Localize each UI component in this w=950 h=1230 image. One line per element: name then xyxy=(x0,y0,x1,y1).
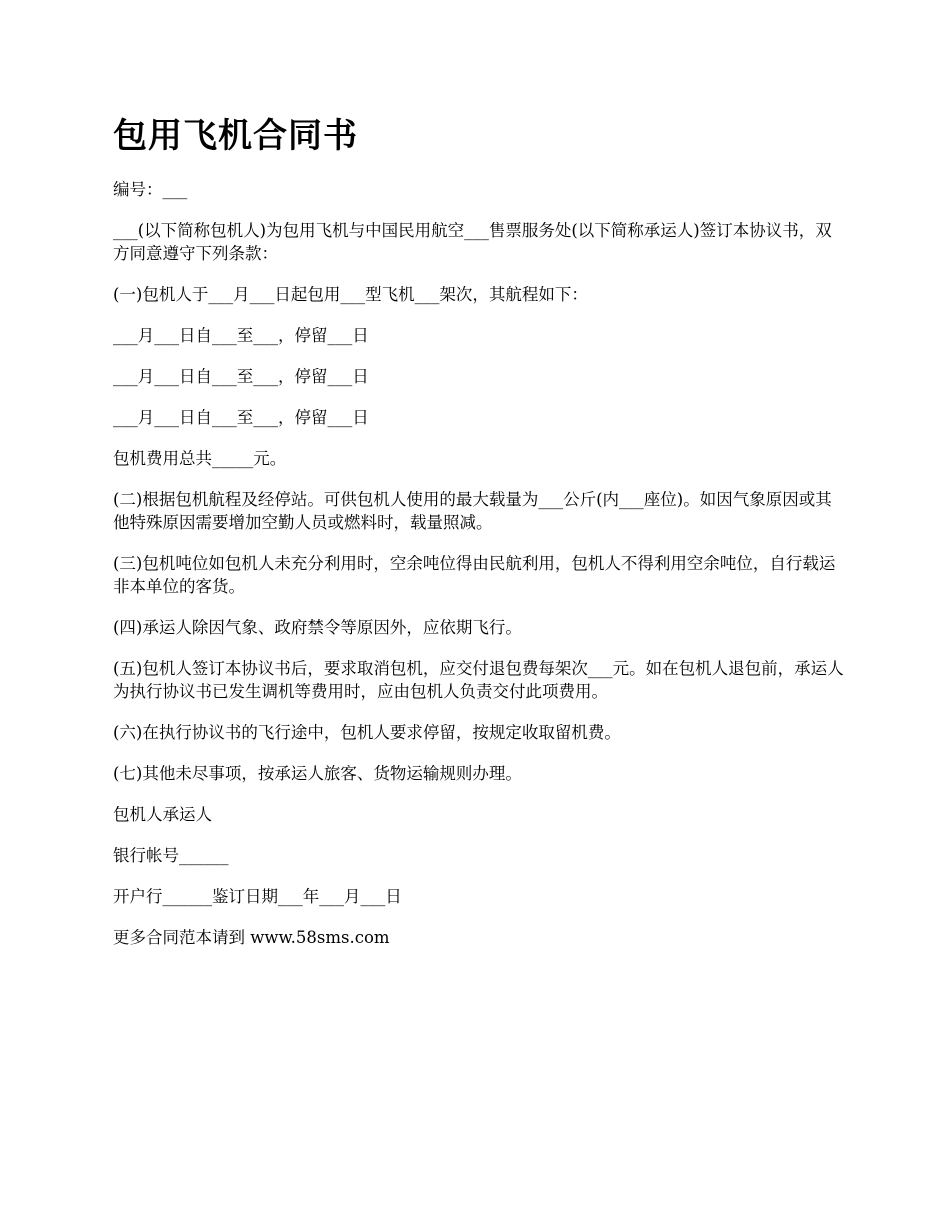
signatory-line: 包机人承运人 xyxy=(113,805,212,824)
clause-1: (一)包机人于___月___日起包用___型飞机___架次，其航程如下： xyxy=(113,285,588,304)
document-title: 包用飞机合同书 xyxy=(113,116,358,156)
contract-number: 编号：___ xyxy=(113,180,188,199)
clause-2: (二)根据包机航程及经停站。可供包机人使用的最大载量为___公斤(内___座位)。如因气象原因或其他特殊原因需要增加空勤人员或燃料时，载量照减。 xyxy=(113,490,832,532)
bank-and-date-line: 开户行______鉴订日期___年___月___日 xyxy=(113,887,402,906)
route-line-1: ___月___日自___至___，停留___日 xyxy=(113,326,369,345)
bank-account-line: 银行帐号______ xyxy=(113,846,229,865)
clause-4: (四)承运人除因气象、政府禁令等原因外，应依期飞行。 xyxy=(113,618,522,637)
route-line-2: ___月___日自___至___，停留___日 xyxy=(113,367,369,386)
clause-3: (三)包机吨位如包机人未充分利用时，空余吨位得由民航利用，包机人不得利用空余吨位，自行载运非本单位的客货。 xyxy=(113,554,836,596)
clause-6: (六)在执行协议书的飞行途中，包机人要求停留，按规定收取留机费。 xyxy=(113,723,621,742)
footer-link-text: 更多合同范本请到 www.58sms.com xyxy=(113,928,390,947)
clause-5: (五)包机人签订本协议书后，要求取消包机，应交付退包费每架次___元。如在包机人退包前，承运人为执行协议书已发生调机等费用时，应由包机人负责交付此项费用。 xyxy=(113,659,844,701)
clause-7: (七)其他未尽事项，按承运人旅客、货物运输规则办理。 xyxy=(113,764,522,783)
total-fee: 包机费用总共_____元。 xyxy=(113,449,287,468)
preamble-paragraph: ___(以下简称包机人)为包用飞机与中国民用航空___售票服务处(以下简称承运人)签订本协议书，双方同意遵守下列条款： xyxy=(113,221,832,263)
document-page xyxy=(113,112,848,967)
route-line-3: ___月___日自___至___，停留___日 xyxy=(113,408,369,427)
